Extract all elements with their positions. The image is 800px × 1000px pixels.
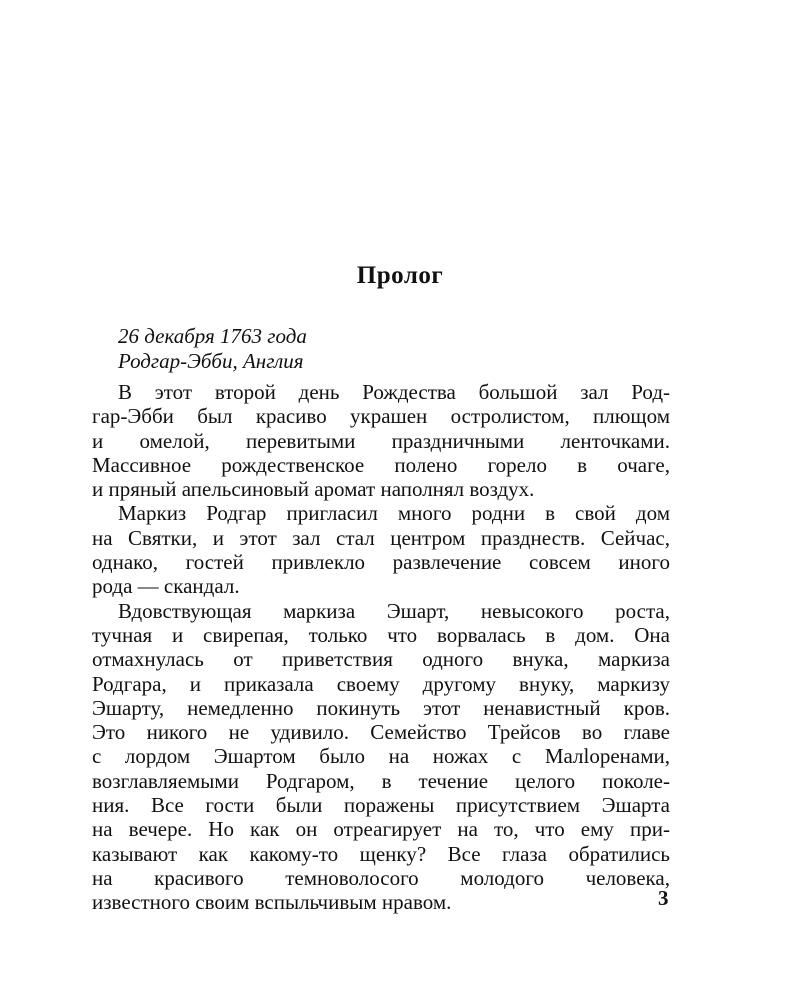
text-line: и пряный апельсиновый аромат наполнял воздух. [92,477,535,502]
text-line: Это никого не удивило. Семейство Трейсов во главе [92,720,670,745]
text-line: с лордом Эшартом было на ножах с Малloренами, [92,744,670,769]
text-line: Маркиз Родгар пригласил много родни в свой дом [118,501,670,526]
chapter-title: Пролог [356,262,444,289]
text-line: тучная и свирепая, только что ворвалась в дом. Она [92,622,670,647]
text-line: Вдовствующая маркиза Эшарт, невысокого роста, [118,598,670,623]
text-line: и омелой, перевитыми праздничными ленточками. [92,428,670,453]
text-line: ния. Все гости были поражены присутствием Эшарта [92,793,670,818]
dateline-date: 26 декабря 1763 года [118,324,307,348]
text-line: на Святки, и этот зал стал центром празднеств. Сейчас, [92,525,670,550]
text-line: отмахнулась от приветствия одного внука, маркиза [92,647,670,672]
dateline [118,324,307,374]
text-line: В этот второй день Рождества большой зал Род- [118,380,670,404]
body-text [92,380,670,915]
text-line: однако, гостей привлекло развлечение совсем иного [92,550,670,575]
text-line: известного своим вспыльчивым нравом. [92,890,452,915]
dateline-place: Родгар-Эбби, Англия [118,349,304,373]
page-number: 3 [658,886,669,910]
text-line: Эшарту, немедленно покинуть этот ненавистный кров. [92,695,670,720]
text-line: рода — скандал. [92,574,240,599]
text-line: на вечере. Но как он отреагирует на то, что ему при- [92,817,670,842]
text-line: Массивное рождественское полено горело в очаге, [92,452,670,477]
text-line: казывают как какому-то щенку? Все глаза обратились [92,841,670,866]
text-line: на красивого темноволосого молодого человека, [92,865,670,890]
text-line: возглавляемыми Родгаром, в течение целого поколе- [92,768,670,793]
text-line: Родгара, и приказала своему другому внуку, маркизу [92,671,670,696]
text-line: гар-Эбби был красиво украшен остролистом, плющом [92,404,670,429]
